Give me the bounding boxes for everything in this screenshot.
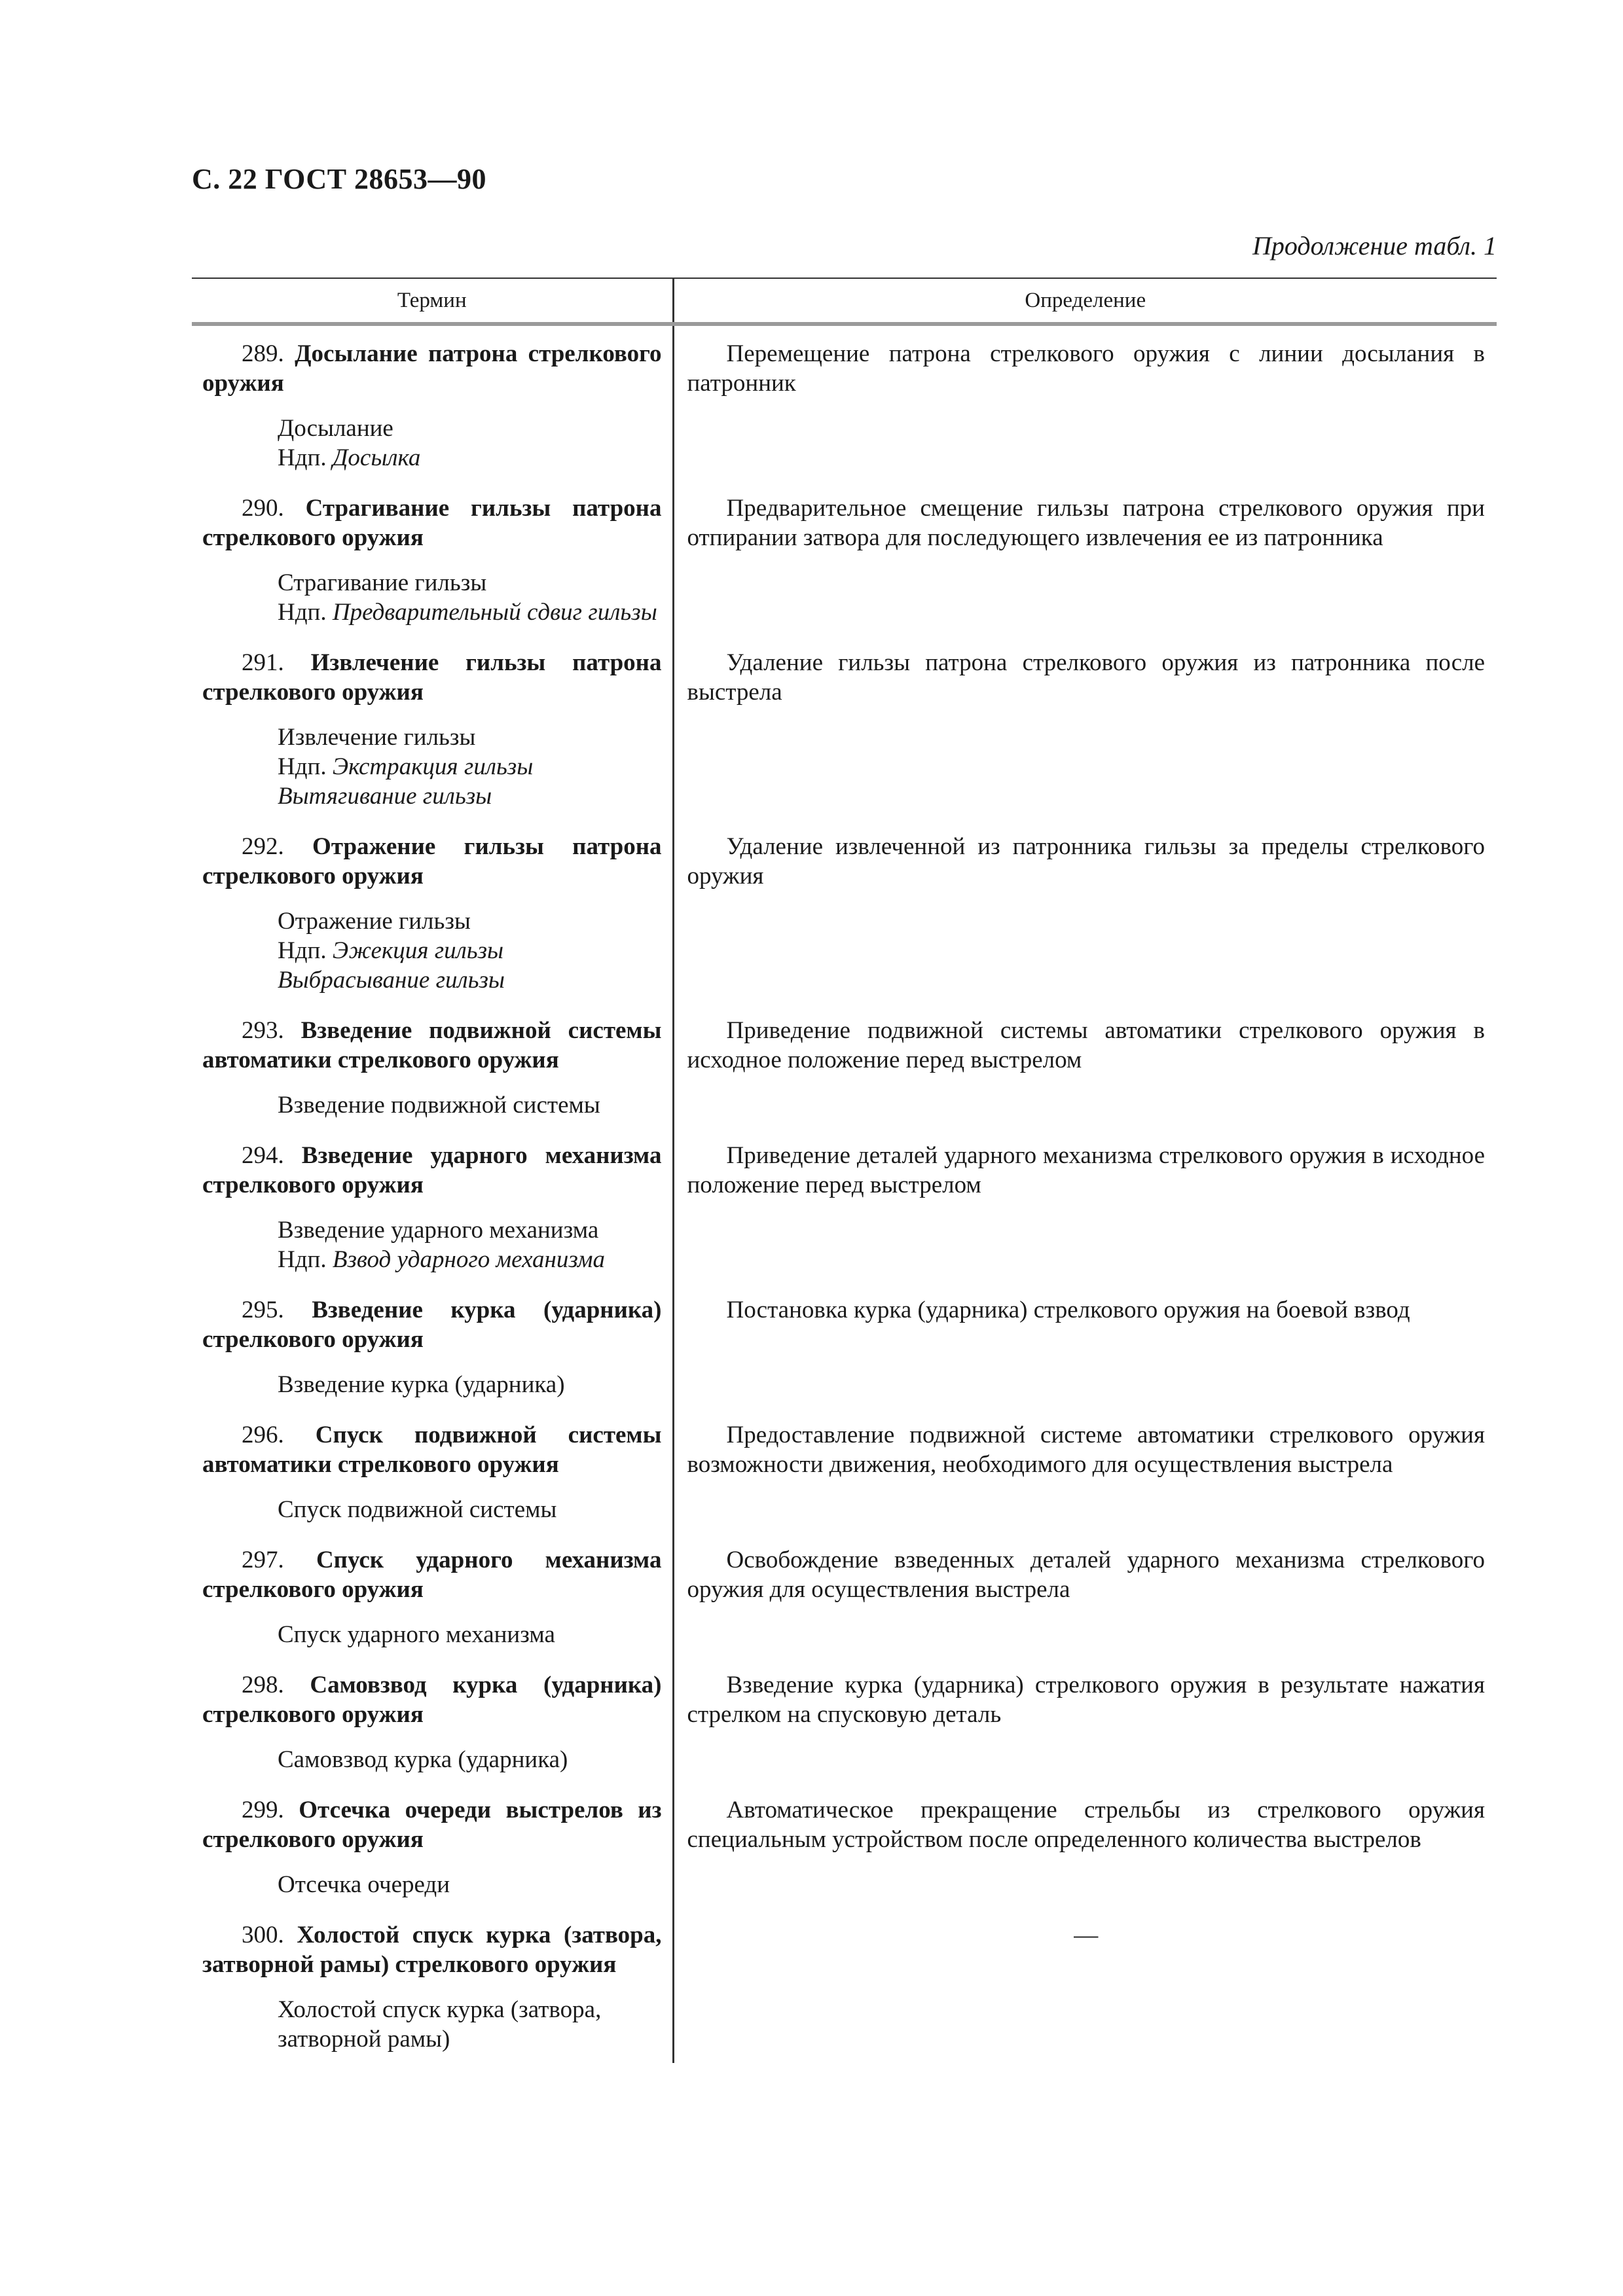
term-heading (202, 339, 662, 398)
definition-text: Автоматическое прекращение стрельбы из стрелкового оружия специальным устройством после определенного количества выстрелов (687, 1797, 1485, 1853)
term-synonyms (278, 1995, 662, 2054)
table-row (192, 479, 1497, 634)
table-row (192, 1781, 1497, 1906)
short-term: Спуск ударного механизма (278, 1621, 555, 1648)
definition-text: Предоставление подвижной системе автоматики стрелкового оружия возможности движения, необходимого для осуществления выстрела (687, 1422, 1485, 1478)
term-cell (192, 1906, 673, 2063)
term-cell (192, 1531, 673, 1656)
short-term: Отсечка очереди (278, 1871, 450, 1898)
definition-cell (673, 1281, 1497, 1406)
term-cell (192, 1781, 673, 1906)
term-title: Страгивание гильзы патрона стрелкового оружия (202, 495, 662, 551)
definition-text: Освобождение взведенных деталей ударного механизма стрелкового оружия для осуществления выстрела (687, 1547, 1485, 1603)
deprecated-term-line (278, 1245, 662, 1274)
deprecated-term-line (278, 598, 662, 627)
term-cell (192, 634, 673, 817)
table-row (192, 1001, 1497, 1126)
term-cell (192, 1281, 673, 1406)
definition-text: Удаление извлеченной из патронника гильзы за пределы стрелкового оружия (687, 833, 1485, 889)
term-title: Взведение курка (ударника) стрелкового оружия (202, 1297, 662, 1353)
definition-cell (673, 634, 1497, 817)
term-synonyms (278, 1215, 662, 1274)
definition-cell (673, 479, 1497, 634)
deprecated-term: Взвод ударного механизма (332, 1246, 605, 1273)
term-cell (192, 1656, 673, 1781)
deprecated-term-line (278, 936, 662, 965)
table-row (192, 634, 1497, 817)
deprecated-term-line (278, 443, 662, 473)
term-title: Спуск ударного механизма стрелкового оружия (202, 1547, 662, 1603)
definition-cell (673, 1781, 1497, 1906)
term-heading (202, 1295, 662, 1354)
short-term: Спуск подвижной системы (278, 1496, 557, 1523)
term-cell (192, 817, 673, 1001)
deprecated-term: Предварительный сдвиг гильзы (332, 599, 657, 626)
deprecated-prefix: Ндп. (278, 599, 327, 626)
column-header-term: Термин (192, 278, 673, 324)
definition-text: Взведение курка (ударника) стрелкового оружия в результате нажатия стрелком на спусковую деталь (687, 1672, 1485, 1728)
deprecated-term: Экстракция гильзы (332, 753, 534, 780)
term-number: 295. (242, 1297, 284, 1323)
table-row (192, 1406, 1497, 1531)
table-header-row (192, 278, 1497, 324)
definition-cell (673, 324, 1497, 479)
term-number: 294. (242, 1142, 284, 1169)
short-term: Холостой спуск курка (затвора, затворной рамы) (278, 1996, 602, 2053)
deprecated-term-line (278, 965, 662, 995)
term-title: Взведение подвижной системы автоматики стрелкового оружия (202, 1017, 662, 1073)
term-cell (192, 479, 673, 634)
term-synonyms (278, 1620, 662, 1649)
deprecated-term: Вытягивание гильзы (278, 783, 492, 810)
short-term: Извлечение гильзы (278, 724, 476, 751)
term-title: Отсечка очереди выстрелов из стрелкового оружия (202, 1797, 662, 1853)
term-cell (192, 324, 673, 479)
definition-text: Предварительное смещение гильзы патрона стрелкового оружия при отпирании затвора для последующего извлечения ее из патронника (687, 495, 1485, 551)
term-cell (192, 1406, 673, 1531)
term-synonyms (278, 414, 662, 473)
term-number: 290. (242, 495, 284, 522)
page-title: С. 22 ГОСТ 28653—90 (192, 163, 487, 195)
definition-cell (673, 1001, 1497, 1126)
term-number: 289. (242, 340, 284, 367)
term-heading (202, 1670, 662, 1729)
term-synonyms (278, 1090, 662, 1120)
term-title: Взведение ударного механизма стрелкового оружия (202, 1142, 662, 1198)
short-term: Досылание (278, 415, 393, 442)
term-title: Досылание патрона стрелкового оружия (202, 340, 662, 397)
term-heading (202, 493, 662, 552)
term-title: Холостой спуск курка (затвора, затворной рамы) стрелкового оружия (202, 1922, 662, 1978)
term-synonyms (278, 568, 662, 627)
term-cell (192, 1126, 673, 1281)
short-term: Взведение подвижной системы (278, 1092, 600, 1119)
term-number: 296. (242, 1422, 284, 1448)
term-cell (192, 1001, 673, 1126)
term-heading (202, 1920, 662, 1979)
term-number: 298. (242, 1672, 284, 1698)
term-synonyms (278, 906, 662, 995)
definition-text: Удаление гильзы патрона стрелкового оружия из патронника после выстрела (687, 649, 1485, 706)
term-synonyms (278, 1870, 662, 1899)
short-term: Взведение ударного механизма (278, 1217, 599, 1244)
column-header-definition: Определение (673, 278, 1497, 324)
definition-cell (673, 1531, 1497, 1656)
table-row (192, 1656, 1497, 1781)
deprecated-term: Досылка (332, 444, 421, 471)
table-row (192, 1126, 1497, 1281)
definition-cell (673, 1406, 1497, 1531)
term-number: 300. (242, 1922, 284, 1948)
deprecated-term: Эжекция гильзы (332, 937, 504, 964)
term-heading (202, 1141, 662, 1200)
term-synonyms (278, 1495, 662, 1524)
term-number: 297. (242, 1547, 284, 1573)
term-synonyms (278, 723, 662, 811)
deprecated-term: Выбрасывание гильзы (278, 967, 505, 994)
definition-text: Приведение подвижной системы автоматики стрелкового оружия в исходное положение перед выстрелом (687, 1017, 1485, 1073)
term-title: Отражение гильзы патрона стрелкового оружия (202, 833, 662, 889)
table-row (192, 1531, 1497, 1656)
table-row (192, 1281, 1497, 1406)
short-term: Отражение гильзы (278, 908, 471, 935)
table-row (192, 1906, 1497, 2063)
term-title: Спуск подвижной системы автоматики стрелкового оружия (202, 1422, 662, 1478)
short-term: Страгивание гильзы (278, 569, 487, 596)
term-number: 293. (242, 1017, 284, 1044)
term-title: Самовзвод курка (ударника) стрелкового оружия (202, 1672, 662, 1728)
term-synonyms (278, 1745, 662, 1774)
short-term: Самовзвод курка (ударника) (278, 1746, 568, 1773)
term-number: 299. (242, 1797, 284, 1823)
deprecated-prefix: Ндп. (278, 937, 327, 964)
definition-cell (673, 817, 1497, 1001)
terms-table (192, 278, 1497, 2063)
deprecated-prefix: Ндп. (278, 444, 327, 471)
deprecated-term-line (278, 781, 662, 811)
table-continuation-label: Продолжение табл. 1 (1252, 231, 1497, 260)
definition-text: Приведение деталей ударного механизма стрелкового оружия в исходное положение перед выстрелом (687, 1142, 1485, 1198)
definition-text: — (1074, 1922, 1099, 1948)
deprecated-term-line (278, 752, 662, 781)
term-number: 292. (242, 833, 284, 860)
definition-text: Постановка курка (ударника) стрелкового оружия на боевой взвод (726, 1297, 1410, 1323)
definition-cell (673, 1656, 1497, 1781)
deprecated-prefix: Ндп. (278, 753, 327, 780)
term-heading (202, 1420, 662, 1479)
term-synonyms (278, 1370, 662, 1399)
definition-cell (673, 1126, 1497, 1281)
definition-cell (673, 1906, 1497, 2063)
term-heading (202, 648, 662, 707)
term-heading (202, 1016, 662, 1075)
definition-text: Перемещение патрона стрелкового оружия с линии досылания в патронник (687, 340, 1485, 397)
short-term: Взведение курка (ударника) (278, 1371, 565, 1398)
term-title: Извлечение гильзы патрона стрелкового оружия (202, 649, 662, 706)
term-number: 291. (242, 649, 284, 676)
table-row (192, 817, 1497, 1001)
table-row (192, 324, 1497, 479)
term-heading (202, 1795, 662, 1854)
term-heading (202, 832, 662, 891)
deprecated-prefix: Ндп. (278, 1246, 327, 1273)
term-heading (202, 1545, 662, 1604)
